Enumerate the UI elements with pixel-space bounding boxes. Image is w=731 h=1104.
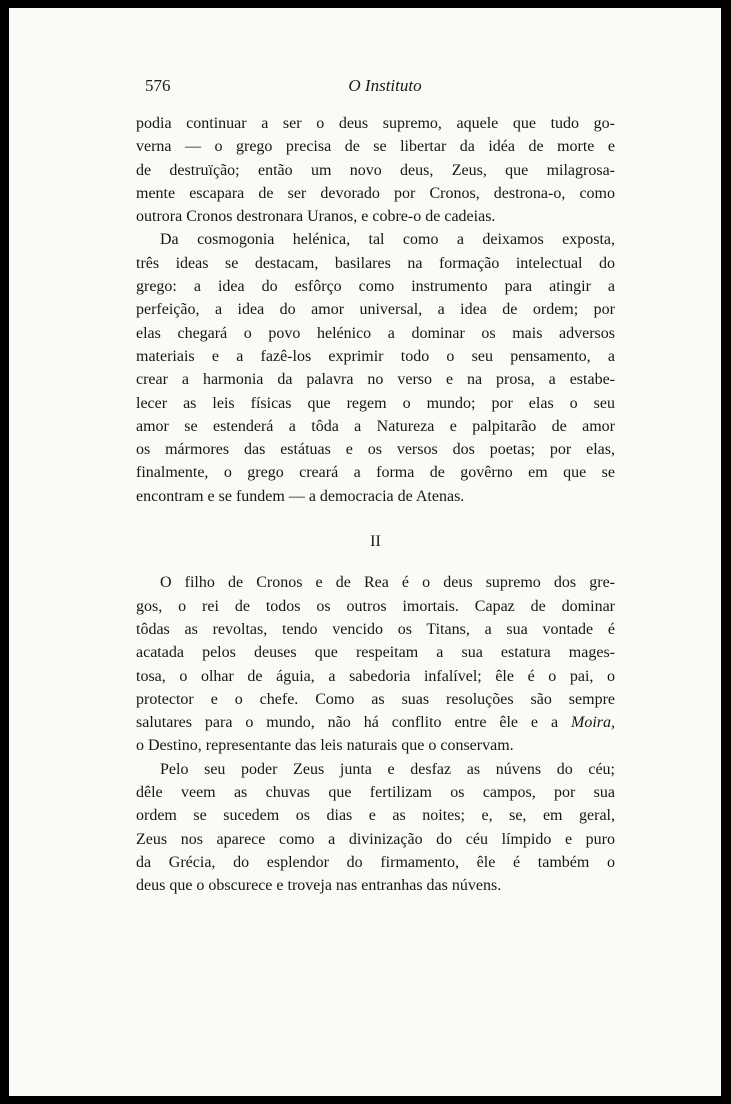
text-line: amor se estenderá a tôda a Natureza e palpitarão de amor xyxy=(136,417,615,435)
text-line: os mármores das estátuas e os versos dos poetas; por elas, xyxy=(136,441,615,459)
text-line: gos, o rei de todos os outros imortais. Capaz de dominar xyxy=(136,597,615,615)
paragraph-4 xyxy=(136,758,615,898)
text-line: materiais e a fazê-los exprimir todo o seu pensamento, a xyxy=(136,347,615,365)
article-body xyxy=(136,112,615,898)
text-line: dêle veem as chuvas que fertilizam os campos, por sua xyxy=(136,784,615,802)
text-line: outrora Cronos destronara Uranos, e cobre-o de cadeias. xyxy=(136,208,496,226)
text-line: tosa, o olhar de águia, a sabedoria infalível; êle é o pai, o xyxy=(136,667,615,685)
text-line: deus que o obscurece e troveja nas entranhas das núvens. xyxy=(136,877,502,895)
text-line: ordem se sucedem os dias e as noites; e, se, em geral, xyxy=(136,807,615,825)
text-line: Zeus nos aparece como a divinização do céu límpido e puro xyxy=(136,830,615,848)
text-line: verna — o grego precisa de se libertar da idéa de morte e xyxy=(136,138,615,156)
text-line: da Grécia, do esplendor do firmamento, êle é também o xyxy=(136,853,615,871)
section-heading: II xyxy=(370,533,381,551)
running-header xyxy=(145,76,625,100)
text-line: de destruïção; então um novo deus, Zeus, que milagrosa- xyxy=(136,161,615,179)
text-line: Da cosmogonia helénica, tal como a deixamos exposta, xyxy=(160,231,615,249)
text-line: podia continuar a ser o deus supremo, aquele que tudo go- xyxy=(136,115,615,132)
paragraph-3 xyxy=(136,571,615,757)
paragraph-2 xyxy=(136,228,615,508)
text-fragment: salutares para o mundo, não há conflito entre êle e a xyxy=(136,714,559,732)
text-line: protector e o chefe. Como as suas resoluções são sempre xyxy=(136,690,615,708)
text-line: três ideas se destacam, basilares na formação intelectual do xyxy=(136,254,615,272)
emphasis-moira: Moira, xyxy=(571,714,616,732)
text-line: finalmente, o grego creará a forma de govêrno em que se xyxy=(136,464,615,482)
text-line: mente escapara de ser devorado por Cronos, destrona-o, como xyxy=(136,184,615,202)
text-line: perfeição, a idea do amor universal, a idea de ordem; por xyxy=(136,301,615,319)
text-line: grego: a idea do esfôrço como instrumento para atingir a xyxy=(136,278,615,296)
text-line-with-emphasis xyxy=(136,711,615,734)
page-number: 576 xyxy=(145,76,171,95)
running-title: O Instituto xyxy=(348,76,422,95)
text-line: elas chegará o povo helénico a dominar os mais adversos xyxy=(136,324,615,342)
text-line: crear a harmonia da palavra no verso e na prosa, a estabe- xyxy=(136,371,615,389)
paragraph-1 xyxy=(136,112,615,228)
text-line: tôdas as revoltas, tendo vencido os Titans, a sua vontade é xyxy=(136,620,615,638)
text-line: O filho de Cronos e de Rea é o deus supremo dos gre- xyxy=(160,574,615,592)
text-line: encontram e se fundem — a democracia de Atenas. xyxy=(136,487,465,505)
text-line: o Destino, representante das leis naturais que o conservam. xyxy=(136,737,514,755)
text-line: Pelo seu poder Zeus junta e desfaz as núvens do céu; xyxy=(160,760,615,778)
text-line: lecer as leis físicas que regem o mundo; por elas o seu xyxy=(136,394,615,412)
text-line: acatada pelos deuses que respeitam a sua estatura mages- xyxy=(136,644,615,662)
